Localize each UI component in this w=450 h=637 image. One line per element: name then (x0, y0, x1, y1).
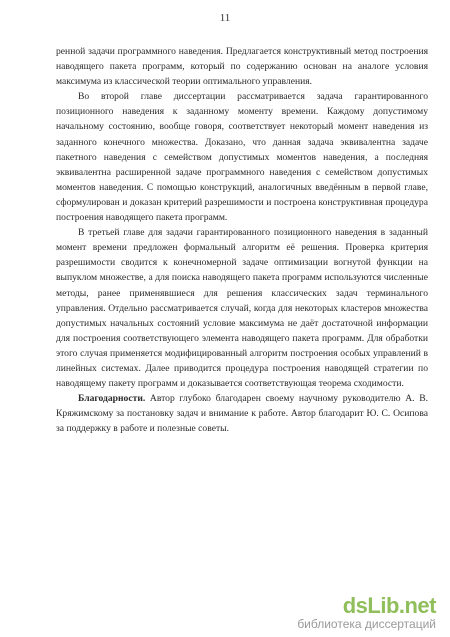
acknowledgements-heading: Благодарности. (78, 393, 146, 405)
acknowledgements-text: Автор глубоко благодарен своему научному руководителю А. В. Кряжимскому за постановку задач и внимание к работе. Автор благодарит Ю. С. Осипова за поддержку в работе и полезные советы. (56, 393, 428, 435)
paragraph-continuation: ренной задачи программного наведения. Предлагается конструктивный метод построения наводящего пакета программ, который по содержанию основан на аналоге условия максимума из классической теории оптимального управления. (56, 46, 428, 88)
watermark (297, 595, 436, 631)
paragraph-chapter-three: В третьей главе для задачи гарантированного позиционного наведения в заданный момент времени предложен формальный алгоритм её решения. Проверка критерия разрешимости сводится к конечномерной задаче оптимизации вогнутой функции на выпуклом множестве, а для поиска наводящего пакета программ используются численные методы, ранее применявшиеся для решения классических задач терминального управления. Отдельно рассматривается случай, когда для некоторых кластеров множества допустимых начальных состояний условие максимума не даёт достаточной информации для построения соответствующего элемента наводящего пакета программ. Для обработки этого случая применяется модифицированный алгоритм построения особых управлений в линейных системах. Далее приводится процедура построения наводящей стратегии по наводящему пакету программ и доказывается соответствующая теорема сходимости. (56, 227, 428, 390)
watermark-logo: dsLib.net (342, 593, 436, 618)
paragraph-chapter-two: Во второй главе диссертации рассматривается задача гарантированного позиционного наведения к заданному моменту времени. Каждому допустимому начальному состоянию, вообще говоря, соответствует некоторый момент наведения из заданного конечного множества. Доказано, что данная задача эквивалентна задаче пакетного наведения с семейством допустимых моментов наведения, а последняя эквивалентна расширенной задаче программного наведения с семейством допустимых моментов наведения. С помощью конструкций, аналогичных введённым в первой главе, сформулирован и доказан критерий разрешимости и построена конструктивная процедура построения наводящего пакета программ. (56, 91, 428, 224)
page-body (56, 44, 428, 436)
watermark-subtitle: библиотека диссертаций (297, 617, 436, 631)
page-number: 11 (219, 12, 231, 24)
paragraph-acknowledgements (56, 391, 428, 436)
